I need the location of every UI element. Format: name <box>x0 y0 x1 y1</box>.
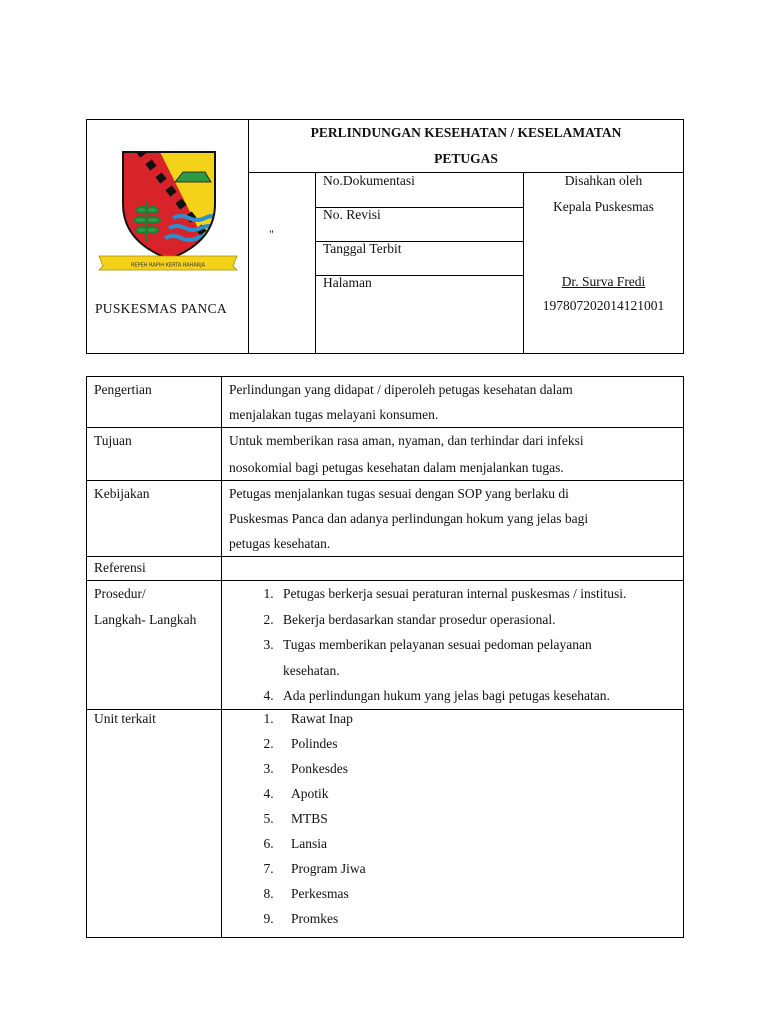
row-unit-terkait <box>87 710 684 938</box>
list-item: 1. Rawat Inap <box>277 706 676 731</box>
list-item: 5. MTBS <box>277 806 676 831</box>
list-item: 6. Lansia <box>277 831 676 856</box>
org-name: PUSKESMAS PANCA <box>95 301 227 316</box>
document-meta <box>316 173 524 354</box>
row-tujuan <box>87 428 684 481</box>
text-line: Puskesmas Panca dan adanya perlindungan hokum yang jelas bagi <box>229 511 589 526</box>
approval-cell <box>524 173 684 354</box>
header-table <box>86 119 684 354</box>
list-item: 4. Ada perlindungan hukum yang jelas bagi petugas kesehatan. <box>277 683 676 709</box>
approval-line-1: Disahkan oleh <box>564 173 643 188</box>
blank-mark-cell <box>249 173 316 354</box>
row-kebijakan <box>87 481 684 557</box>
meta-row-doc-number <box>316 173 523 208</box>
procedure-list <box>229 581 676 709</box>
label-kebijakan: Kebijakan <box>87 481 222 557</box>
text-line: Untuk memberikan rasa aman, nyaman, dan terhindar dari infeksi <box>229 433 584 448</box>
content-kebijakan <box>222 481 684 557</box>
title-line-1: PERLINDUNGAN KESEHATAN / KESELAMATAN <box>310 125 622 140</box>
content-prosedur <box>222 581 684 710</box>
document-title <box>249 120 684 173</box>
approval-line-2: Kepala Puskesmas <box>553 199 654 214</box>
label-referensi: Referensi <box>87 557 222 581</box>
content-tujuan <box>222 428 684 481</box>
list-item: 2. Polindes <box>277 731 676 756</box>
label-pengertian: Pengertian <box>87 377 222 428</box>
text-line: Petugas menjalankan tugas sesuai dengan SOP yang berlaku di <box>229 486 569 501</box>
list-item: 8. Perkesmas <box>277 881 676 906</box>
unit-list <box>229 706 676 931</box>
content-unit-terkait <box>222 710 684 938</box>
svg-text:REPEH RAPIH KERTA RAHARJA: REPEH RAPIH KERTA RAHARJA <box>130 262 206 269</box>
text-line: nosokomial bagi petugas kesehatan dalam menjalankan tugas. <box>229 460 564 475</box>
meta-row-issue-date <box>316 241 523 276</box>
list-item: 2. Bekerja berdasarkan standar prosedur operasional. <box>277 607 676 633</box>
row-pengertian <box>87 377 684 428</box>
row-prosedur <box>87 581 684 710</box>
list-item: 9. Promkes <box>277 906 676 931</box>
list-item: 3. Tugas memberikan pelayanan sesuai pedoman pelayanan kesehatan. <box>277 632 676 683</box>
signer-nip: 197807202014121001 <box>542 298 665 313</box>
meta-row-revision <box>316 207 523 242</box>
logo-cell <box>87 120 249 354</box>
text-line: petugas kesehatan. <box>229 536 331 551</box>
content-pengertian <box>222 377 684 428</box>
meta-label: Tanggal Terbit <box>323 241 402 256</box>
content-referensi <box>222 557 684 581</box>
label-line: Prosedur/ <box>94 586 146 601</box>
meta-row-page: Halaman <box>323 275 372 290</box>
meta-label: No.Dokumentasi <box>323 173 415 188</box>
list-item: 1. Petugas berkerja sesuai peraturan internal puskesmas / institusi. <box>277 581 676 607</box>
list-item: 4. Apotik <box>277 781 676 806</box>
list-item: 7. Program Jiwa <box>277 856 676 881</box>
regency-logo <box>95 142 241 272</box>
mark-text: " <box>269 227 274 241</box>
meta-label: No. Revisi <box>323 207 381 222</box>
text-line: Perlindungan yang didapat / diperoleh petugas kesehatan dalam <box>229 382 573 397</box>
label-prosedur <box>87 581 222 710</box>
label-tujuan: Tujuan <box>87 428 222 481</box>
sop-body-table <box>86 376 684 938</box>
label-unit-terkait: Unit terkait <box>87 710 222 938</box>
title-line-2: PETUGAS <box>434 151 498 166</box>
label-line: Langkah- Langkah <box>94 612 197 627</box>
text-line: menjalakan tugas melayani konsumen. <box>229 407 439 422</box>
row-referensi <box>87 557 684 581</box>
signer-name: Dr. Surva Fredi <box>561 274 646 289</box>
list-item: 3. Ponkesdes <box>277 756 676 781</box>
